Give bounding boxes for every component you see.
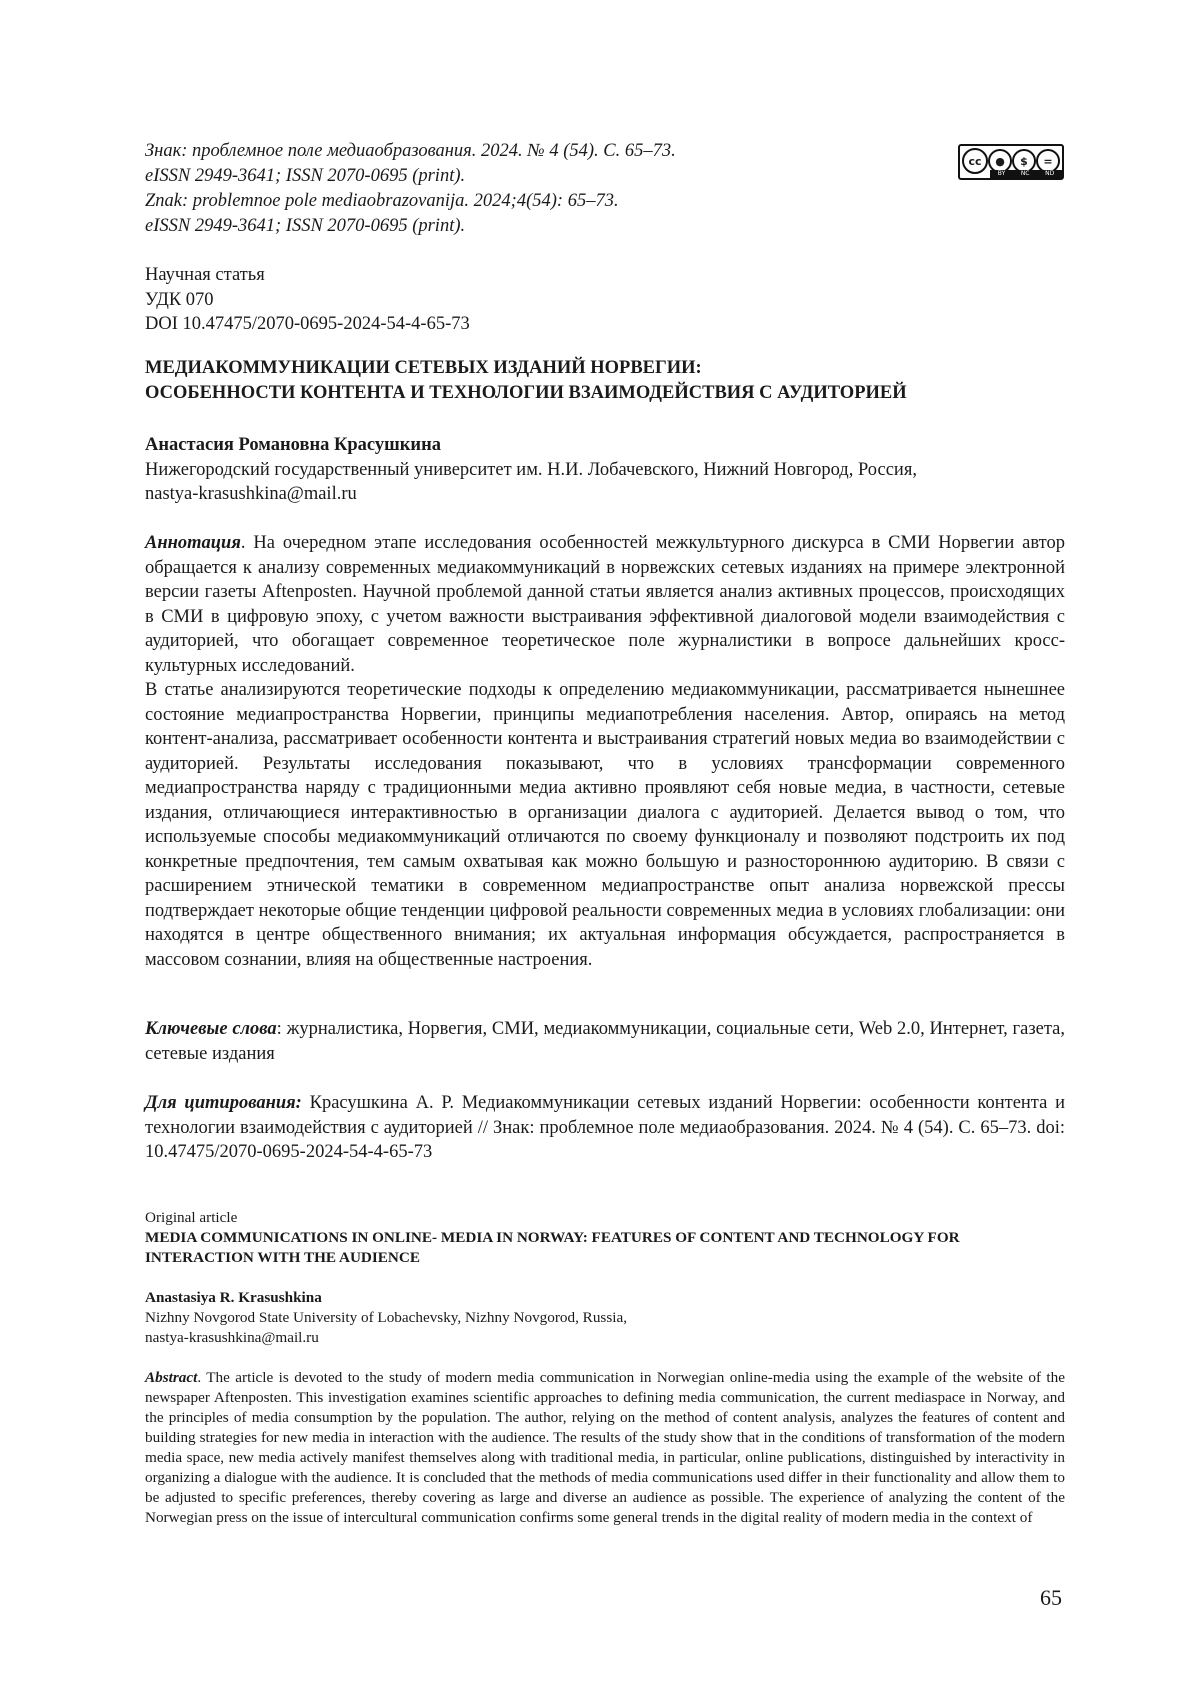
- creative-commons-icon: cc: [962, 148, 988, 174]
- article-type-en: Original article: [145, 1209, 238, 1226]
- citation-ru-label: Для цитирования:: [145, 1093, 302, 1113]
- author-affiliation-ru: Нижегородский государственный университет им. Н.И. Лобачевского, Нижний Новгород, Россия,: [145, 459, 917, 480]
- header-ru-line1: Знак: проблемное поле медиаобразования. 2024. № 4 (54). С. 65–73.: [145, 141, 676, 161]
- license-strip: [990, 170, 1062, 178]
- doi: DOI 10.47475/2070-0695-2024-54-4-65-73: [145, 314, 470, 334]
- abstract-ru-label: Аннотация: [145, 533, 241, 553]
- title-ru-line1: МЕДИАКОММУНИКАЦИИ СЕТЕВЫХ ИЗДАНИЙ НОРВЕГИИ:: [145, 358, 702, 378]
- citation-ru-text: Красушкина А. Р. Медиакоммуникации сетевых изданий Норвегии: особенности контента и технологии взаимодействия с аудиторией // Знак: проблемное поле медиаобразования. 2024. № 4 (54). С. 65–73. doi: 10.47475/2070-0695-2024-54-4-65-73: [145, 1093, 1065, 1162]
- author-block-en: [145, 1288, 1065, 1348]
- author-email-ru[interactable]: nastya-krasushkina@mail.ru: [145, 484, 357, 504]
- cc-license-badge: [958, 144, 1064, 180]
- title-ru-line2: ОСОБЕННОСТИ КОНТЕНТА И ТЕХНОЛОГИИ ВЗАИМОДЕЙСТВИЯ С АУДИТОРИЕЙ: [145, 383, 907, 403]
- license-nd-label: ND: [1045, 170, 1055, 177]
- article-title-en: MEDIA COMMUNICATIONS IN ONLINE- MEDIA IN NORWAY: FEATURES OF CONTENT AND TECHNOLOGY FOR INTERACTION WITH THE AUDIENCE: [145, 1229, 960, 1266]
- author-name-ru: Анастасия Романовна Красушкина: [145, 435, 441, 455]
- udk-code: УДК 070: [145, 289, 214, 310]
- author-email-en[interactable]: nastya-krasushkina@mail.ru: [145, 1329, 319, 1346]
- keywords-ru-text: : журналистика, Норвегия, СМИ, медиакоммуникации, социальные сети, Web 2.0, Интернет, газета, сетевые издания: [145, 1019, 1065, 1064]
- article-meta: [145, 263, 1065, 337]
- author-name-en: Anastasiya R. Krasushkina: [145, 1289, 322, 1306]
- abstract-en-label: Abstract: [145, 1369, 198, 1386]
- article-type: Научная статья: [145, 265, 265, 285]
- header-en-line1: Znak: problemnoe pole mediaobrazovanija. 2024;4(54): 65–73.: [145, 191, 619, 211]
- citation-ru: [145, 1091, 1065, 1165]
- header-en-line2: eISSN 2949-3641; ISSN 2070-0695 (print).: [145, 216, 466, 236]
- keywords-ru: [145, 1017, 1065, 1066]
- abstract-ru-para2: В статье анализируются теоретические подходы к определению медиакоммуникации, рассматривается нынешнее состояние медиапространства Норвегии, принципы медиапотребления населения. Автор, опираясь на метод контент-анализа, рассматривает особенности контента и выстраивания стратегий новых медиа во взаимодействии с аудиторией. Результаты исследования показывают, что в условиях трансформации современного медиапространства наряду с традиционными медиа активно проявляют себя новые медиа, в частности, сетевые издания, отличающиеся интерактивностью в организации диалога с аудиторией. Делается вывод о том, что используемые способы медиакоммуникаций отличаются по своему функционалу и позволяют подстроить их под конкретные предпочтения, тем самым охватывая как можно большую и разностороннюю аудиторию. В связи с расширением этнической тематики в современном медиапространстве опыт анализа норвежской прессы подтверждает некоторые общие тенденции цифровой реальности современных медиа в условиях глобализации: они находятся в центре общественного внимания; их актуальная информация обсуждается, распространяется в массовом сознании, влияя на общественные настроения.: [145, 680, 1065, 970]
- keywords-ru-label: Ключевые слова: [145, 1019, 277, 1039]
- article-title-ru: [145, 356, 1065, 406]
- header-ru-line2: eISSN 2949-3641; ISSN 2070-0695 (print).: [145, 166, 466, 186]
- abstract-en: [145, 1368, 1065, 1528]
- noderivatives-icon: =: [1036, 149, 1060, 173]
- noncommercial-icon: $: [1012, 149, 1036, 173]
- english-title-block: [145, 1208, 1065, 1268]
- abstract-ru: [145, 531, 1065, 972]
- author-block-ru: [145, 433, 1065, 507]
- abstract-ru-text1: . На очередном этапе исследования особенностей межкультурного дискурса в СМИ Норвегии автор обращается к анализу современных медиакоммуникаций в норвежских сетевых изданиях на примере электронной версии газеты Aftenposten. Научной проблемой данной статьи является анализ активных процессов, происходящих в СМИ в цифровую эпоху, с учетом важности выстраивания эффективной диалоговой модели взаимодействия с аудиторией, что обогащает современное теоретическое поле журналистики в вопросе дальнейших кросс-культурных исследований.: [145, 533, 1065, 676]
- page-number: 65: [1040, 1585, 1062, 1610]
- abstract-ru-para1: [145, 531, 1065, 678]
- journal-citation-header: [145, 139, 1065, 239]
- abstract-en-text: . The article is devoted to the study of modern media communication in Norwegian online-media using the example of the website of the newspaper Aftenposten. This investigation examines scientific approaches to defining media communication, the current mediaspace in Norway, and the principles of media consumption by the population. The author, relying on the method of content analysis, analyzes the features of content and building strategies for new media in interaction with the audience. The results of the study show that in the conditions of transformation of the modern media space, new media actively manifest themselves along with traditional media, in particular, online publications, distinguished by interactivity in organizing a dialogue with the audience. It is concluded that the methods of media communications used differ in their functionality and allow them to be adjusted to specific preferences, thereby covering as large and diverse an audience as possible. The experience of analyzing the content of the Norwegian press on the issue of intercultural communication confirms some general trends in the digital reality of modern media in the context of: [145, 1369, 1065, 1526]
- author-affiliation-en: Nizhny Novgorod State University of Lobachevsky, Nizhny Novgorod, Russia,: [145, 1309, 627, 1326]
- attribution-icon: ●: [988, 149, 1012, 173]
- license-by-label: BY: [997, 170, 1006, 177]
- license-nc-label: NC: [1020, 170, 1030, 177]
